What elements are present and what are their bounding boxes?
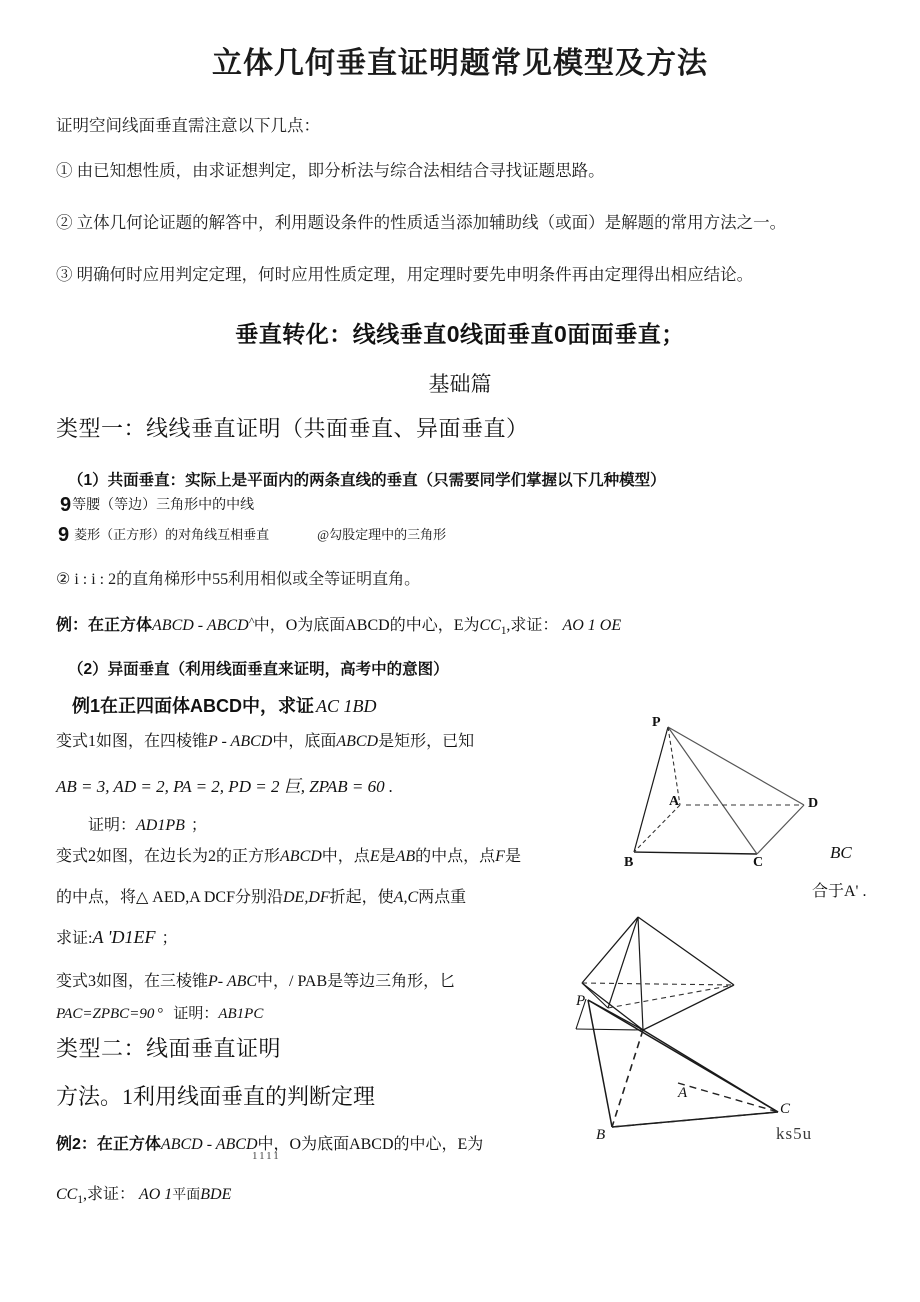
skew-perpendicular-title: （2）异面垂直（利用线面垂直来证明，高考中的意图） <box>68 661 449 678</box>
variant-2-line2-text-a: 的中点，将△ AED,A DCF分别沿 <box>56 889 283 906</box>
variant-3-text-a: 变式3如图，在三棱锥 <box>56 973 209 990</box>
variant-2-text-a: 变式2如图，在边长为2的正方形 <box>56 848 281 865</box>
variant-2-text-d: 的中点，点 <box>415 848 496 865</box>
variant-2-text-b: 中，点 <box>321 848 370 865</box>
figure-tetra-label-P: P <box>576 993 586 1009</box>
figure-pyramid-label-D: D <box>808 796 819 811</box>
figure-tetra-label-A: A <box>678 1085 688 1101</box>
example-math-cc-sub: 1 <box>500 625 507 638</box>
example-2-middle-text: 中，O为底面ABCD的中心，E为 <box>257 1136 484 1153</box>
example-prefix: 例： <box>56 617 89 634</box>
variant-3-proof-label: 证明： <box>173 1006 219 1022</box>
section-heading-type-two: 类型二：线面垂直证明 <box>56 1036 282 1061</box>
coplanar-perpendicular-title: （1）共面垂直：实际上是平面内的两条直线的垂直（只需要同学们掌握以下几种模型） <box>68 472 666 489</box>
figure-pyramid-label-C: C <box>753 855 764 870</box>
example-2-plane-word: 平面 <box>172 1188 201 1203</box>
page-title: 立体几何垂直证明题常见模型及方法 <box>212 47 708 80</box>
variant-3-math-1: P- ABC <box>208 973 258 990</box>
example-math-sup: ^ <box>248 614 254 628</box>
variant-2-text-e: 是 <box>504 848 521 865</box>
variant-2-proof-label: 求证: <box>56 930 93 947</box>
intro-point-3: ③ 明确何时应用判定定理，何时应用性质定理，用定理时要先申明条件再由定理得出相应结论。 <box>56 265 754 284</box>
variant-1-text-a: 变式1如图，在四棱锥 <box>56 733 209 750</box>
variant-2-proof-semicolon: ； <box>161 930 178 947</box>
variant-2-proof-math: A 'D1EF <box>92 927 156 947</box>
variant-2-line2-text-b: 折起，使 <box>329 889 394 906</box>
example-1-line <box>72 692 377 718</box>
example-2-math-cube: ABCD - ABCD <box>160 1136 258 1153</box>
intro-point-1: ① 由已知想性质，由求证想判定，即分析法与综合法相结合寻找证题思路。 <box>56 161 605 180</box>
variant-1-math-1: P - ABCD <box>208 733 273 750</box>
example-math-cube: ABCD - ABCD <box>152 617 249 634</box>
model-bullet-1 <box>60 494 254 517</box>
variant-2-line-1 <box>56 843 521 866</box>
model-bullet-2 <box>58 524 446 547</box>
example-2-prefix: 例2： <box>56 1136 97 1153</box>
variant-3-proof-math: AB1PC <box>218 1006 264 1022</box>
variant-2-text-c: 是 <box>379 848 396 865</box>
example-2-subscript-dots: 1111 <box>252 1150 281 1162</box>
example-cube-line <box>56 612 621 637</box>
figure-tetra-label-C: C <box>780 1101 791 1117</box>
variant-3-line-1 <box>56 968 455 991</box>
model-bullet-2-extra: @勾股定理中的三角形 <box>317 527 447 542</box>
variant-1-math-2: ABCD <box>336 733 379 750</box>
example-tail-text: ,求证： <box>506 617 559 634</box>
variant-1-line-1 <box>56 728 474 751</box>
figure-pyramid-label-B: B <box>624 855 634 870</box>
example-2-math-cc: CC <box>56 1186 78 1203</box>
example-2-math-cc-sub: 1 <box>77 1194 83 1207</box>
variant-2-math-4: F <box>495 848 505 865</box>
variant-3-text-b: 中，/ PAB是等边三角形，匕 <box>257 973 456 990</box>
example-1-math: AC 1BD <box>316 696 377 716</box>
variant-1-line-2: AB = 3, AD = 2, PA = 2, PD = 2 巨, ZPAB = 60 . <box>56 777 394 796</box>
trapezoid-model-line: ② i : i : 2的直角梯形中55利用相似或全等证明直角。 <box>56 571 421 588</box>
example-1-text: 例1在正四面体ABCD中，求证 <box>72 696 315 716</box>
figure-pyramid-label-A: A <box>669 794 680 809</box>
variant-2-line2-math-1: DE,DF <box>283 889 330 906</box>
variant-3-math-angle: PAC=ZPBC=90 <box>56 1006 155 1022</box>
variant-1-proof-line <box>88 812 207 835</box>
variant-2-line2-math-2: A,C <box>393 889 419 906</box>
variant-1-proof-math: AD1PB <box>136 817 185 834</box>
variant-1-proof-label: 证明： <box>88 817 137 834</box>
figure-tetrahedron-pabc <box>548 905 878 1155</box>
model-bullet-2-label: 菱形（正方形）的对角线互相垂直 <box>74 527 270 542</box>
section-heading-type-one: 类型一：线线垂直证明（共面垂直、异面垂直） <box>56 416 529 441</box>
variant-1-text-c: 是矩形，已知 <box>378 733 475 750</box>
bullet-marker-icon: 9 <box>60 494 72 516</box>
example-2-text-a: ,求证： <box>82 1186 135 1203</box>
variant-1-proof-semicolon: ； <box>190 817 207 834</box>
basic-chapter-heading: 基础篇 <box>428 372 492 396</box>
example-2-math-bde: BDE <box>200 1186 232 1203</box>
model-bullet-1-label: 等腰（等边）三角形中的中线 <box>72 498 255 513</box>
figure-pyramid-label-P: P <box>652 715 661 730</box>
example-2-line-2 <box>56 1181 231 1206</box>
variant-2-line-2 <box>56 884 466 907</box>
example-middle-text: 中，O为底面ABCD的中心，E为 <box>253 617 480 634</box>
variant-1-text-b: 中，底面 <box>272 733 337 750</box>
method-1-heading: 方法。1利用线面垂直的判断定理 <box>56 1084 376 1109</box>
example-2-math-ao: AO 1 <box>138 1186 173 1203</box>
variant-2-right-coincide: 合于A' . <box>812 883 867 900</box>
watermark-ks5u: ks5u <box>776 1124 813 1143</box>
figure-tetra-label-B: B <box>596 1127 606 1143</box>
example-math-cc: CC <box>479 617 501 634</box>
variant-2-math-1: ABCD <box>280 848 322 865</box>
variant-2-math-3: AB <box>395 848 416 865</box>
variant-2-proof-line <box>56 925 177 948</box>
variant-3-line-2 <box>56 1002 263 1023</box>
bullet-marker-icon-2: 9 <box>58 524 70 546</box>
variant-2-line2-text-c: 两点重 <box>418 889 467 906</box>
intro-lead: 证明空间线面垂直需注意以下几点： <box>56 116 320 135</box>
vertical-transform-line: 垂直转化：线线垂直0线面垂直0面面垂直； <box>235 321 685 347</box>
example-bold-text: 在正方体 <box>88 617 153 634</box>
variant-2-math-2: E <box>369 848 380 865</box>
example-conclusion: AO 1 OE <box>562 617 622 634</box>
figure-pyramid-pabcd <box>612 712 862 872</box>
variant-2-right-bc: BC <box>830 843 852 862</box>
example-2-bold-text: 在正方体 <box>96 1136 161 1153</box>
variant-3-degree-sign: ° <box>157 1006 164 1022</box>
intro-point-2: ② 立体几何论证题的解答中，利用题设条件的性质适当添加辅助线（或面）是解题的常用方法之一。 <box>56 213 787 232</box>
